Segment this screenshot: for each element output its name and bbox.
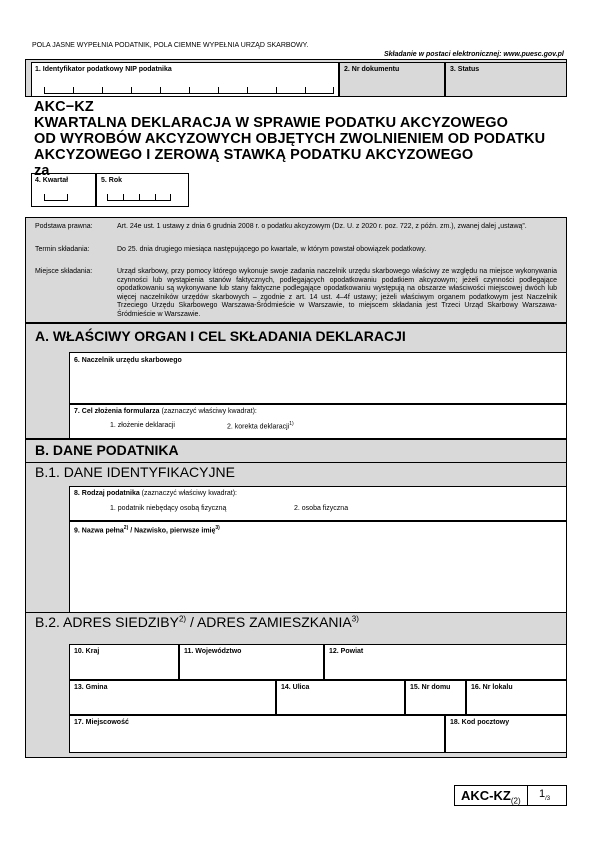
taxpayer-type-option-entity[interactable]: 1. podatnik niebędący osobą fizyczną — [110, 505, 227, 512]
municipality-label: 13. Gmina — [74, 684, 108, 691]
year-label: 5. Rok — [101, 177, 123, 184]
deadline-text: Do 25. dnia drugiego miesiąca następującego po kwartale, w którym powstał obowiązek podatkowy. — [117, 246, 427, 253]
form-title-za: za — [34, 163, 50, 179]
nip-digit-ticks — [44, 87, 334, 94]
info-block — [25, 217, 567, 323]
street-field[interactable] — [276, 680, 405, 715]
purpose-option-submit[interactable]: 1. złożenie deklaracji — [110, 422, 175, 429]
taxpayer-type-label: 8. Rodzaj podatnika (zaznaczyć właściwy kwadrat): — [74, 490, 237, 497]
postal-code-label: 18. Kod pocztowy — [450, 719, 510, 726]
year-ticks — [107, 194, 171, 201]
municipality-field[interactable] — [69, 680, 276, 715]
form-footer — [454, 785, 567, 806]
taxpayer-type-option-person[interactable]: 2. osoba fizyczna — [294, 505, 349, 512]
apartment-number-field[interactable] — [466, 680, 567, 715]
fill-instruction-note: POLA JASNE WYPEŁNIA PODATNIK, POLA CIEMNE WYPEŁNIA URZĄD SKARBOWY. — [32, 42, 309, 49]
footer-form-code: AKC-$KZ_{(2)}$ — [461, 788, 521, 806]
deadline-label: Termin składania: — [35, 246, 90, 253]
page-number: $1_{/3}$ — [539, 788, 551, 803]
electronic-submission-note: Składanie w postaci elektronicznej: www.puesc.gov.pl — [384, 51, 564, 58]
tax-office-field[interactable] — [69, 352, 567, 404]
nip-label: 1. Identyfikator podatkowy NIP podatnika — [35, 66, 172, 73]
country-label: 10. Kraj — [74, 648, 100, 655]
apartment-number-label: 16. Nr lokalu — [471, 684, 513, 691]
full-name-label: 9. Nazwa pełna$^{2)}$ / Nazwisko, pierwsze imię$^{3)}$ — [74, 525, 220, 535]
nip-field[interactable] — [31, 62, 339, 97]
form-title-line2: OD WYROBÓW AKCYZOWYCH OBJĘTYCH ZWOLNIENIEM OD PODATKU — [34, 131, 546, 147]
county-label: 12. Powiat — [329, 648, 364, 655]
taxpayer-type-field — [69, 486, 567, 521]
quarter-label: 4. Kwartał — [35, 177, 69, 184]
section-a-title: A. WŁAŚCIWY ORGAN I CEL SKŁADANIA DEKLARACJI — [35, 328, 406, 344]
section-b2-title: B.2. ADRES SIEDZIBY$^{2)}$ / ADRES ZAMIESZKANIA$^{3)}$ — [35, 614, 359, 630]
form-title-line1: KWARTALNA DEKLARACJA W SPRAWIE PODATKU AKCYZOWEGO — [34, 115, 508, 131]
status-label: 3. Status — [450, 66, 480, 73]
postal-code-field[interactable] — [445, 715, 567, 753]
place-label: Miejsce składania: — [35, 268, 93, 275]
city-label: 17. Miejscowość — [74, 719, 129, 726]
quarter-ticks — [44, 194, 68, 201]
quarter-field[interactable] — [31, 173, 96, 207]
footer-divider — [527, 786, 528, 805]
voivodeship-label: 11. Województwo — [184, 648, 242, 655]
purpose-label: 7. Cel złożenia formularza (zaznaczyć właściwy kwadrat): — [74, 408, 257, 415]
purpose-option-correction[interactable]: 2. korekta deklaracji$^{1)}$ — [227, 421, 294, 431]
city-field[interactable] — [69, 715, 445, 753]
section-b1-title: B.1. DANE IDENTYFIKACYJNE — [35, 464, 235, 480]
form-code: AKC−KZ — [34, 99, 94, 115]
purpose-field — [69, 404, 567, 439]
document-number-label: 2. Nr dokumentu — [344, 66, 400, 73]
house-number-field[interactable] — [405, 680, 466, 715]
voivodeship-field[interactable] — [179, 644, 324, 680]
document-number-field — [339, 62, 445, 97]
house-number-label: 15. Nr domu — [410, 684, 451, 691]
county-field[interactable] — [324, 644, 567, 680]
legal-basis-label: Podstawa prawna: — [35, 223, 93, 230]
status-field — [445, 62, 567, 97]
place-text: Urząd skarbowy, przy pomocy którego wykonuje swoje zadania naczelnik urzędu skarbowego właściwy ze względu na miejsce wykonywania czynności lub wystąpienia stanów faktycznych, podlegających opodatkowaniu podatkiem akcyzowym; jeżeli czynności podlegające opodatkowaniu są wykonywane lub stany faktyczne podlegające opodatkowaniu występują na obszarze właściwości miejscowej dwóch lub więcej naczelników urzędów skarbowych – zgodnie z art. 14 ust. 4–4f ustawy; jeżeli właściwym organem podatkowym jest Naczelnik Trzeciego Urzędu Skarbowego Warszawa-Śródmieście w Warszawie, to miejscem składania jest Trzeci Urząd Skarbowy Warszawa-Śródmieście w Warszawie. — [117, 268, 557, 318]
form-title-line3: AKCYZOWEGO I ZEROWĄ STAWKĄ PODATKU AKCYZOWEGO — [34, 147, 474, 163]
tax-office-label: 6. Naczelnik urzędu skarbowego — [74, 357, 182, 364]
country-field[interactable] — [69, 644, 179, 680]
year-field[interactable] — [96, 173, 189, 207]
legal-basis-text: Art. 24e ust. 1 ustawy z dnia 6 grudnia 2008 r. o podatku akcyzowym (Dz. U. z 2020 r. poz. 722, z późn. zm.), zwanej dalej „ustawą”. — [117, 223, 527, 230]
section-b-title: B. DANE PODATNIKA — [35, 442, 179, 458]
form-title — [34, 99, 545, 179]
street-label: 14. Ulica — [281, 684, 310, 691]
full-name-field[interactable] — [69, 521, 567, 616]
